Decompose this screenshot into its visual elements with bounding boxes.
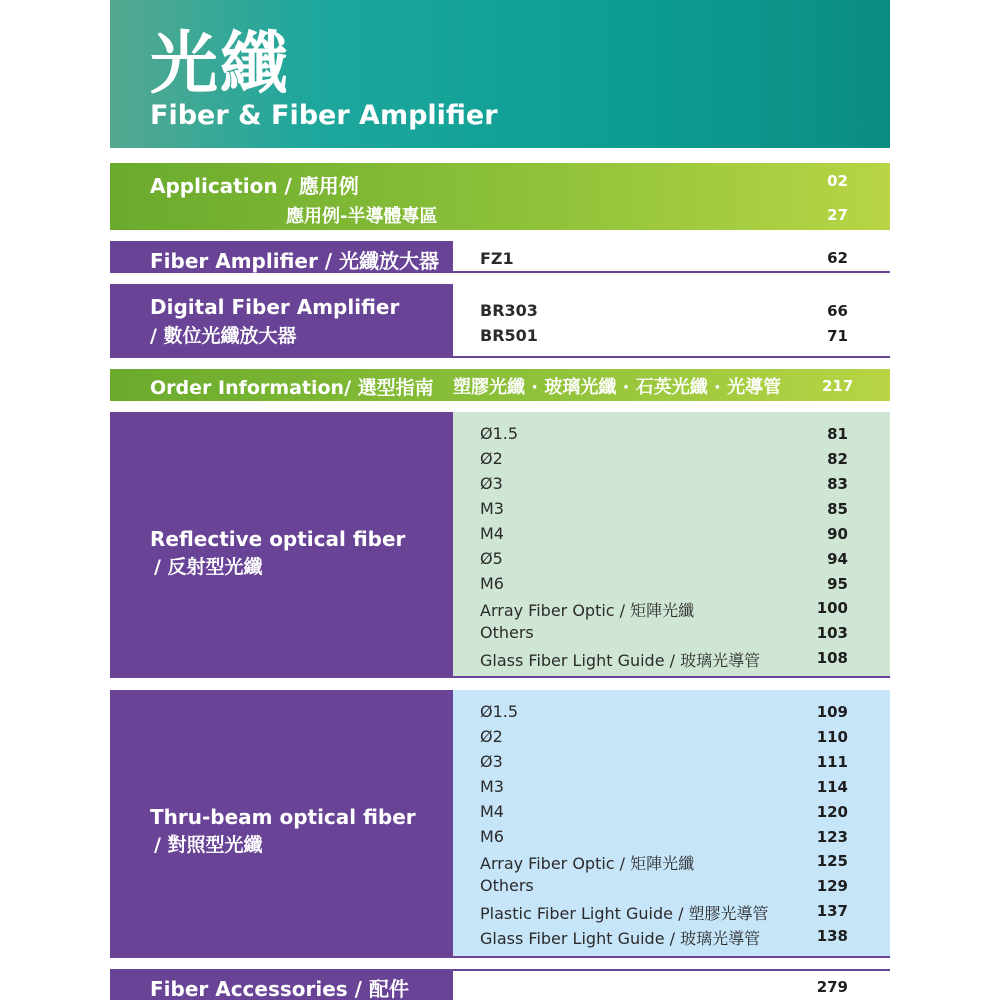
reflective-item[interactable]: Ø1.5 <box>480 424 519 443</box>
reflective-label-zh[interactable]: / 反射型光纖 <box>154 556 263 578</box>
thrubeam-page[interactable]: 114 <box>816 778 848 796</box>
order-information-page[interactable]: 217 <box>822 377 854 395</box>
thrubeam-page[interactable]: 129 <box>816 877 848 895</box>
reflective-page[interactable]: 81 <box>827 425 848 443</box>
thrubeam-label-zh[interactable]: / 對照型光纖 <box>154 834 263 856</box>
page-title-en: Fiber & Fiber Amplifier <box>150 100 498 131</box>
thrubeam-label-en[interactable]: Thru-beam optical fiber <box>150 805 416 829</box>
reflective-page[interactable]: 95 <box>827 575 848 593</box>
thrubeam-page[interactable]: 137 <box>816 902 848 920</box>
digital-fiber-amplifier-label-zh[interactable]: / 數位光纖放大器 <box>150 325 297 347</box>
thrubeam-page[interactable]: 125 <box>816 852 848 870</box>
fiber-amplifier-item[interactable]: FZ1 <box>480 249 514 268</box>
digital-fiber-amplifier-label-en[interactable]: Digital Fiber Amplifier <box>150 295 400 319</box>
thrubeam-item[interactable]: M4 <box>480 802 504 821</box>
reflective-page[interactable]: 82 <box>827 450 848 468</box>
accessories-page[interactable]: 279 <box>816 978 848 996</box>
thrubeam-item[interactable]: Ø1.5 <box>480 702 519 721</box>
br501-page[interactable]: 71 <box>827 327 848 345</box>
thrubeam-page[interactable]: 120 <box>816 803 848 821</box>
reflective-item[interactable]: Ø5 <box>480 549 503 568</box>
br303-page[interactable]: 66 <box>827 302 848 320</box>
thrubeam-page[interactable]: 109 <box>816 703 848 721</box>
reflective-page[interactable]: 85 <box>827 500 848 518</box>
thrubeam-item[interactable]: Ø3 <box>480 752 503 771</box>
reflective-page[interactable]: 83 <box>827 475 848 493</box>
thrubeam-item[interactable]: M6 <box>480 827 504 846</box>
accessories-label[interactable]: Fiber Accessories / 配件 <box>150 977 409 1001</box>
reflective-page[interactable]: 108 <box>816 649 848 667</box>
fiber-amplifier-underline <box>453 271 890 273</box>
order-information-detail[interactable]: 塑膠光纖 · 玻璃光纖 · 石英光纖 · 光導管 <box>453 377 782 398</box>
fiber-amplifier-label[interactable]: Fiber Amplifier / 光纖放大器 <box>150 249 440 273</box>
thrubeam-item[interactable]: M3 <box>480 777 504 796</box>
thrubeam-item[interactable]: Others <box>480 876 534 895</box>
reflective-item[interactable]: Glass Fiber Light Guide / 玻璃光導管 <box>480 651 761 670</box>
reflective-item[interactable]: M6 <box>480 574 504 593</box>
thrubeam-page[interactable]: 110 <box>816 728 848 746</box>
reflective-underline <box>453 676 890 678</box>
reflective-label-en[interactable]: Reflective optical fiber <box>150 527 406 551</box>
reflective-page[interactable]: 103 <box>816 624 848 642</box>
page-title-zh: 光纖 <box>150 25 291 104</box>
reflective-item[interactable]: M4 <box>480 524 504 543</box>
thrubeam-page[interactable]: 138 <box>816 927 848 945</box>
thrubeam-page[interactable]: 111 <box>816 753 848 771</box>
reflective-item[interactable]: M3 <box>480 499 504 518</box>
reflective-item[interactable]: Array Fiber Optic / 矩陣光纖 <box>480 601 695 620</box>
reflective-page[interactable]: 100 <box>816 599 848 617</box>
thrubeam-item[interactable]: Array Fiber Optic / 矩陣光纖 <box>480 854 695 873</box>
thrubeam-item[interactable]: Ø2 <box>480 727 503 746</box>
br303-item[interactable]: BR303 <box>480 301 538 320</box>
thrubeam-underline <box>453 956 890 958</box>
application-page[interactable]: 02 <box>827 172 848 190</box>
br501-item[interactable]: BR501 <box>480 326 538 345</box>
application-sub-page[interactable]: 27 <box>827 206 848 224</box>
thrubeam-item[interactable]: Glass Fiber Light Guide / 玻璃光導管 <box>480 929 761 948</box>
application-sub-label[interactable]: 應用例-半導體專區 <box>286 206 438 227</box>
thrubeam-page[interactable]: 123 <box>816 828 848 846</box>
reflective-item[interactable]: Ø3 <box>480 474 503 493</box>
accessories-topline <box>453 969 890 971</box>
reflective-item[interactable]: Ø2 <box>480 449 503 468</box>
digital-fiber-amplifier-underline <box>453 356 890 358</box>
fiber-amplifier-page[interactable]: 62 <box>827 249 848 267</box>
order-information-label[interactable]: Order Information/ 選型指南 <box>150 377 434 399</box>
reflective-item[interactable]: Others <box>480 623 534 642</box>
application-label[interactable]: Application / 應用例 <box>150 174 359 198</box>
reflective-page[interactable]: 90 <box>827 525 848 543</box>
thrubeam-item[interactable]: Plastic Fiber Light Guide / 塑膠光導管 <box>480 904 769 923</box>
reflective-page[interactable]: 94 <box>827 550 848 568</box>
